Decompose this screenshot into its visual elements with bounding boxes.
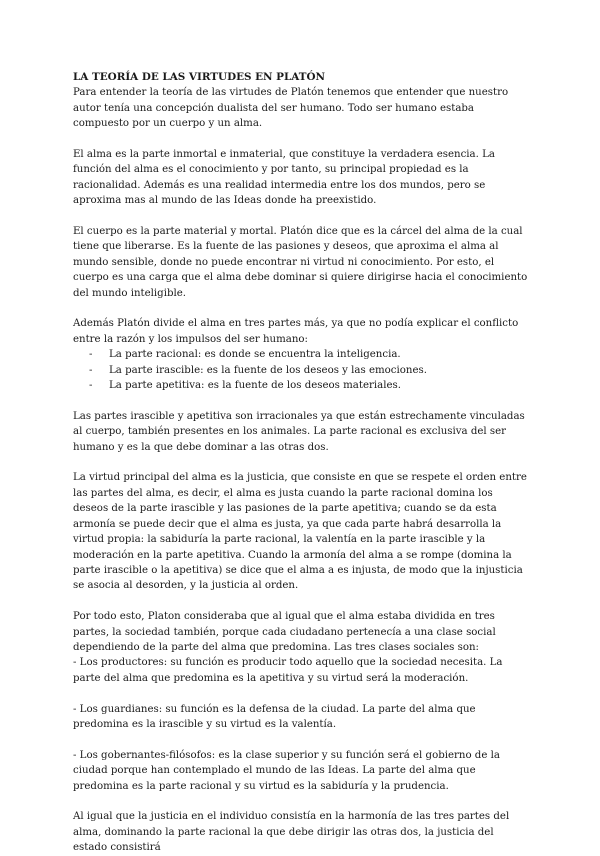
list-item: - La parte apetitiva: es la fuente de los deseos materiales. [73, 378, 529, 393]
paragraph-soul-division: Además Platón divide el alma en tres partes más, ya que no podía explicar el conflicto entre la razón y los impulsos del ser humano: [73, 318, 519, 345]
soul-parts-list [73, 347, 529, 393]
paragraph-productores: - Los productores: su función es producir todo aquello que la sociedad necesita. La parte del alma que predomina es la apetitiva y su virtud será la moderación. [73, 657, 503, 684]
paragraph-gobernantes: - Los gobernantes-filósofos: es la clase superior y su función será el gobierno de la ciudad porque han contemplado el mundo de las Ideas. La parte del alma que predomina es la parte racional y su virtud es la sabiduría y la prudencia. [73, 749, 500, 792]
paragraph-justice: La virtud principal del alma es la justicia, que consiste en que se respete el orden entre las partes del alma, es decir, el alma es justa cuando la parte racional domina los deseos de la parte irascible y las pasiones de la parte apetitiva; cuando se da esta armonía se puede decir que el alma es justa, ya que cada parte habrá desarrolla la virtud propia: la sabiduría la parte racional, la valentía en la parte irascible y la moderación en la parte apetitiva. Cuando la armonía del alma a se rompe (domina la parte irascible o la apetitiva) se dice que el alma a es injusta, de modo que la injusticia se asocia al desorden, y la justicia al orden. [73, 472, 527, 592]
list-item: - La parte irascible: es la fuente de los deseos y las emociones. [73, 363, 529, 378]
list-dash: - [89, 349, 93, 361]
paragraph-soul: El alma es la parte inmortal e inmaterial, que constituye la verdadera esencia. La función del alma es el conocimiento y por tanto, su principal propiedad es la racionalidad. Además es una realidad intermedia entre los dos mundos, pero se aproxima mas al mundo de las Ideas donde ha preexistido. [73, 149, 495, 207]
document-title: LA TEORÍA DE LAS VIRTUDES EN PLATÓN [73, 71, 326, 83]
paragraph-body: El cuerpo es la parte material y mortal. Platón dice que es la cárcel del alma de la cual tiene que liberarse. Es la fuente de las pasiones y deseos, que aproxima el alma al mundo sensible, donde no puede encontrar ni virtud ni conocimiento. Por esto, el cuerpo es una carga que el alma debe dominar si quiere dirigirse hacia el conocimiento del mundo inteligible. [73, 226, 528, 299]
paragraph-state-justice: Al igual que la justicia en el individuo consistía en la harmonía de las tres partes del alma, dominando la parte racional la que debe dirigir las otras dos, la justicia del estado consistirá [73, 811, 510, 854]
paragraph-intro: Para entender la teoría de las virtudes de Platón tenemos que entender que nuestro autor tenía una concepción dualista del ser humano. Todo ser humano estaba compuesto por un cuerpo y un alma. [73, 87, 509, 130]
paragraph-guardianes: - Los guardianes: su función es la defensa de la ciudad. La parte del alma que predomina es la irascible y su virtud es la valentía. [73, 703, 476, 730]
list-item: - La parte racional: es donde se encuentra la inteligencia. [73, 347, 529, 362]
paragraph-irrational-parts: Las partes irascible y apetitiva son irracionales ya que están estrechamente vinculadas al cuerpo, también presentes en los animales. La parte racional es exclusiva del ser humano y es la que debe dominar a las otras dos. [73, 410, 525, 453]
list-dash: - [89, 380, 93, 392]
list-dash: - [89, 364, 93, 376]
paragraph-society: Por todo esto, Platon consideraba que al igual que el alma estaba dividida en tres partes, la sociedad también, porque cada ciudadano pertenecía a una clase social dependiendo de la parte del alma que predomina. Las tres clases sociales son: [73, 611, 496, 653]
document-page [73, 70, 529, 856]
